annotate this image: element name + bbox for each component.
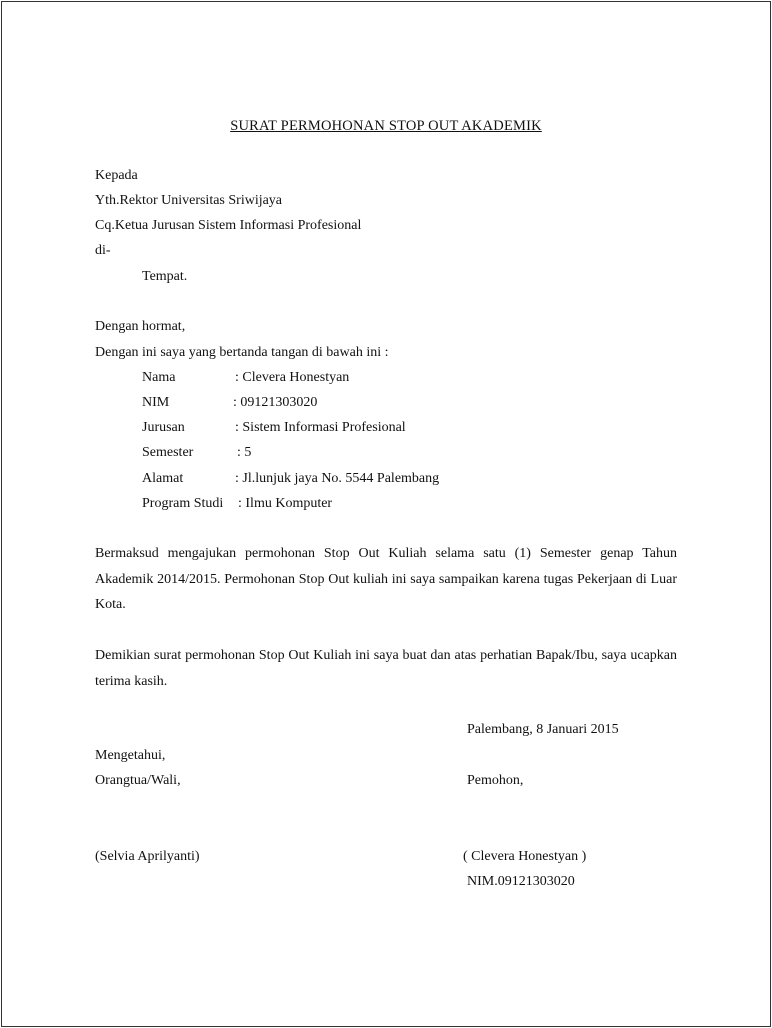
letter-title: SURAT PERMOHONAN STOP OUT AKADEMIK [230,118,542,134]
identity-label-nama: Nama [142,370,176,385]
recipient-line-di: di- [95,243,111,258]
closing-paragraph: Demikian surat permohonan Stop Out Kuliah ini saya buat dan atas perhatian Bapak/Ibu, saya ucapkan terima kasih. [95,648,677,689]
identity-value-alamat: : Jl.lunjuk jaya No. 5544 Palembang [235,471,440,486]
recipient-line-department: Cq.Ketua Jurusan Sistem Informasi Profesional [95,218,362,233]
letter-page [1,1,771,1027]
identity-label-jurusan: Jurusan [142,420,185,435]
body-paragraph: Bermaksud mengajukan permohonan Stop Out Kuliah selama satu (1) Semester genap Tahun Akademik 2014/2015. Permohonan Stop Out kuliah ini saya sampaikan karena tugas Pekerjaan di Luar Kota. [95,546,677,612]
identity-value-nama: : Clevera Honestyan [235,370,350,385]
left-sign-role: Orangtua/Wali, [95,773,181,788]
salutation: Dengan hormat, [95,319,186,334]
identity-label-nim: NIM [142,395,170,410]
intro-line: Dengan ini saya yang bertanda tangan di bawah ini : [95,345,389,360]
identity-label-alamat: Alamat [142,471,184,486]
right-sign-nim: NIM.09121303020 [467,874,575,889]
recipient-line-rector: Yth.Rektor Universitas Sriwijaya [95,193,283,208]
recipient-greeting: Kepada [95,168,138,183]
identity-label-semester: Semester [142,445,194,460]
left-sign-mengetahui: Mengetahui, [95,748,166,763]
identity-value-program-studi: : Ilmu Komputer [238,496,333,511]
recipient-line-tempat: Tempat. [142,269,188,284]
right-sign-name: ( Clevera Honestyan ) [463,849,587,864]
identity-value-jurusan: : Sistem Informasi Profesional [235,420,406,435]
right-sign-role: Pemohon, [467,773,524,788]
identity-label-program-studi: Program Studi [142,496,224,511]
identity-value-semester: : 5 [237,445,252,460]
identity-value-nim: : 09121303020 [233,395,318,410]
place-date: Palembang, 8 Januari 2015 [467,722,619,737]
left-sign-name: (Selvia Aprilyanti) [95,849,200,864]
